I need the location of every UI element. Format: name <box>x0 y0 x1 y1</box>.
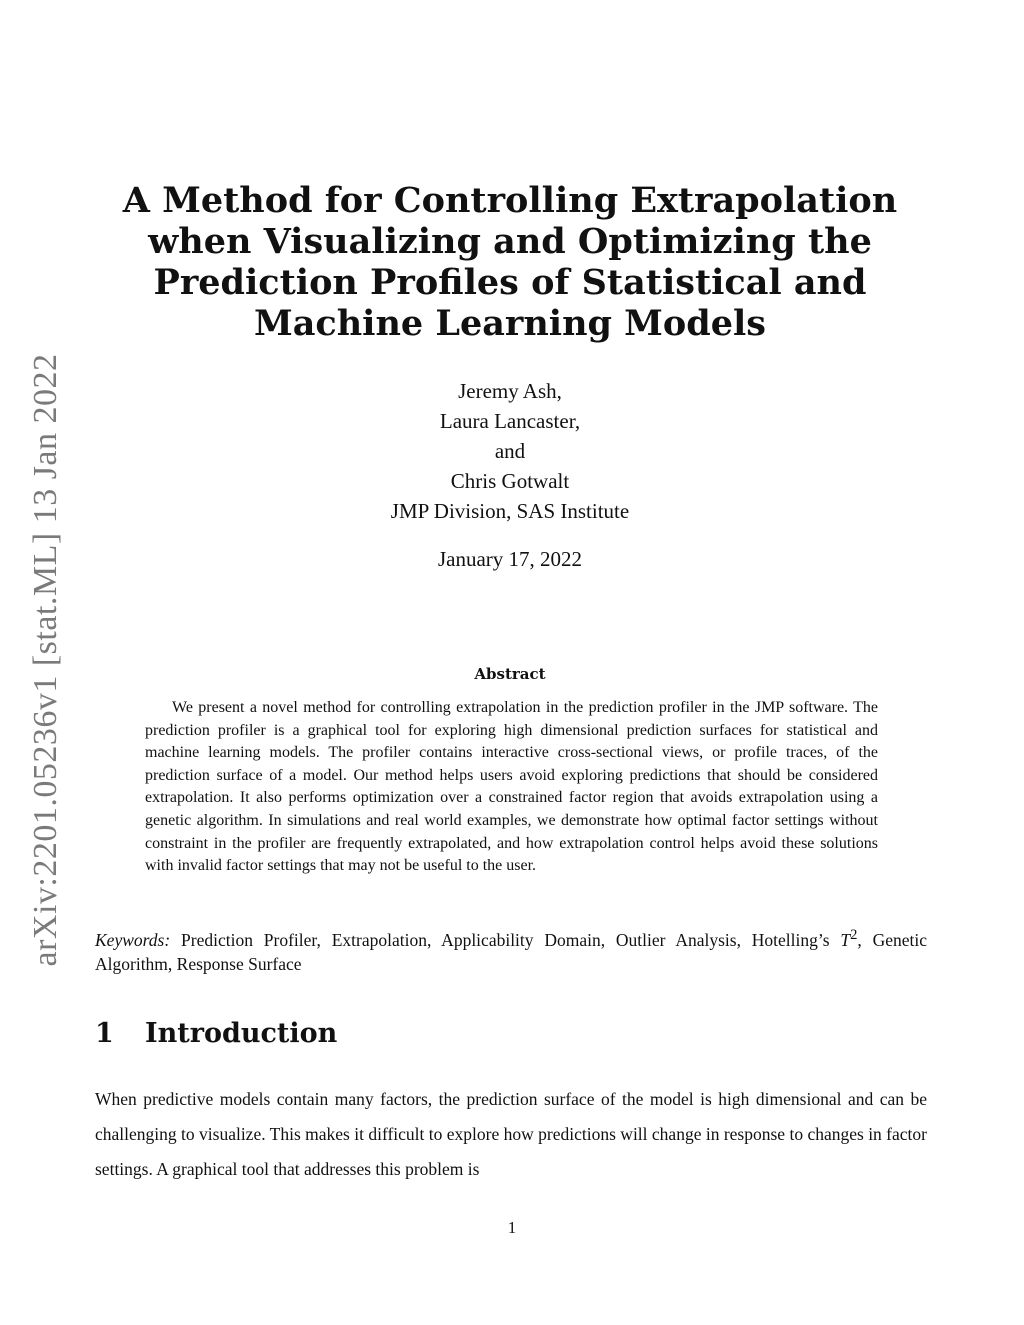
keywords <box>95 923 927 976</box>
t-squared-superscript: 2 <box>850 927 858 943</box>
section-title: Introduction <box>145 1018 338 1049</box>
intro-paragraph: When predictive models contain many factors, the prediction surface of the model is high dimensional and can be challenging to visualize. This makes it difficult to explore how predictions will change in response to changes in factor settings. A graphical tool that addresses this problem is <box>95 1089 927 1179</box>
paper-title: A Method for Controlling Extrapolation when Visualizing and Optimizing the Prediction Profiles of Statistical and Machine Learning Models <box>122 180 898 344</box>
author-block <box>200 376 820 526</box>
keywords-text-rest: , Genetic Algorithm, Response Surface <box>95 929 928 974</box>
author-line: Laura Lancaster, <box>439 409 581 433</box>
section-number: 1 <box>95 1018 114 1049</box>
author-line: Chris Gotwalt <box>450 469 570 493</box>
abstract-heading: Abstract <box>474 665 546 683</box>
author-line: Jeremy Ash, <box>458 379 562 403</box>
keywords-text: Prediction Profiler, Extrapolation, Applicability Domain, Outlier Analysis, Hotelling’s <box>181 929 830 950</box>
affiliation: JMP Division, SAS Institute <box>390 499 630 523</box>
paper-date: January 17, 2022 <box>437 547 583 571</box>
arxiv-stamp-text: arXiv:2201.05236v1 [stat.ML] 13 Jan 2022 <box>27 353 64 967</box>
keywords-label: Keywords: <box>95 929 171 950</box>
arxiv-stamp <box>0 0 80 1325</box>
section-heading <box>95 1018 337 1049</box>
author-line: and <box>494 439 526 463</box>
t-squared-symbol: T <box>840 929 851 950</box>
abstract-body: We present a novel method for controlling extrapolation in the prediction profiler in the JMP software. The prediction profiler is a graphical tool for exploring high dimensional prediction surfaces for statistical and machine learning models. The profiler contains interactive cross-sectional views, or profile traces, of the prediction surface of a model. Our method helps users avoid exploring predictions that should be considered extrapolation. It also performs optimization over a constrained factor region that avoids extrapolation using a genetic algorithm. In simulations and real world examples, we demonstrate how optimal factor settings without constraint in the profiler are frequently extrapolated, and how extrapolation control helps avoid these solutions with invalid factor settings that may not be useful to the user. <box>145 699 878 875</box>
page-number: 1 <box>507 1218 517 1237</box>
